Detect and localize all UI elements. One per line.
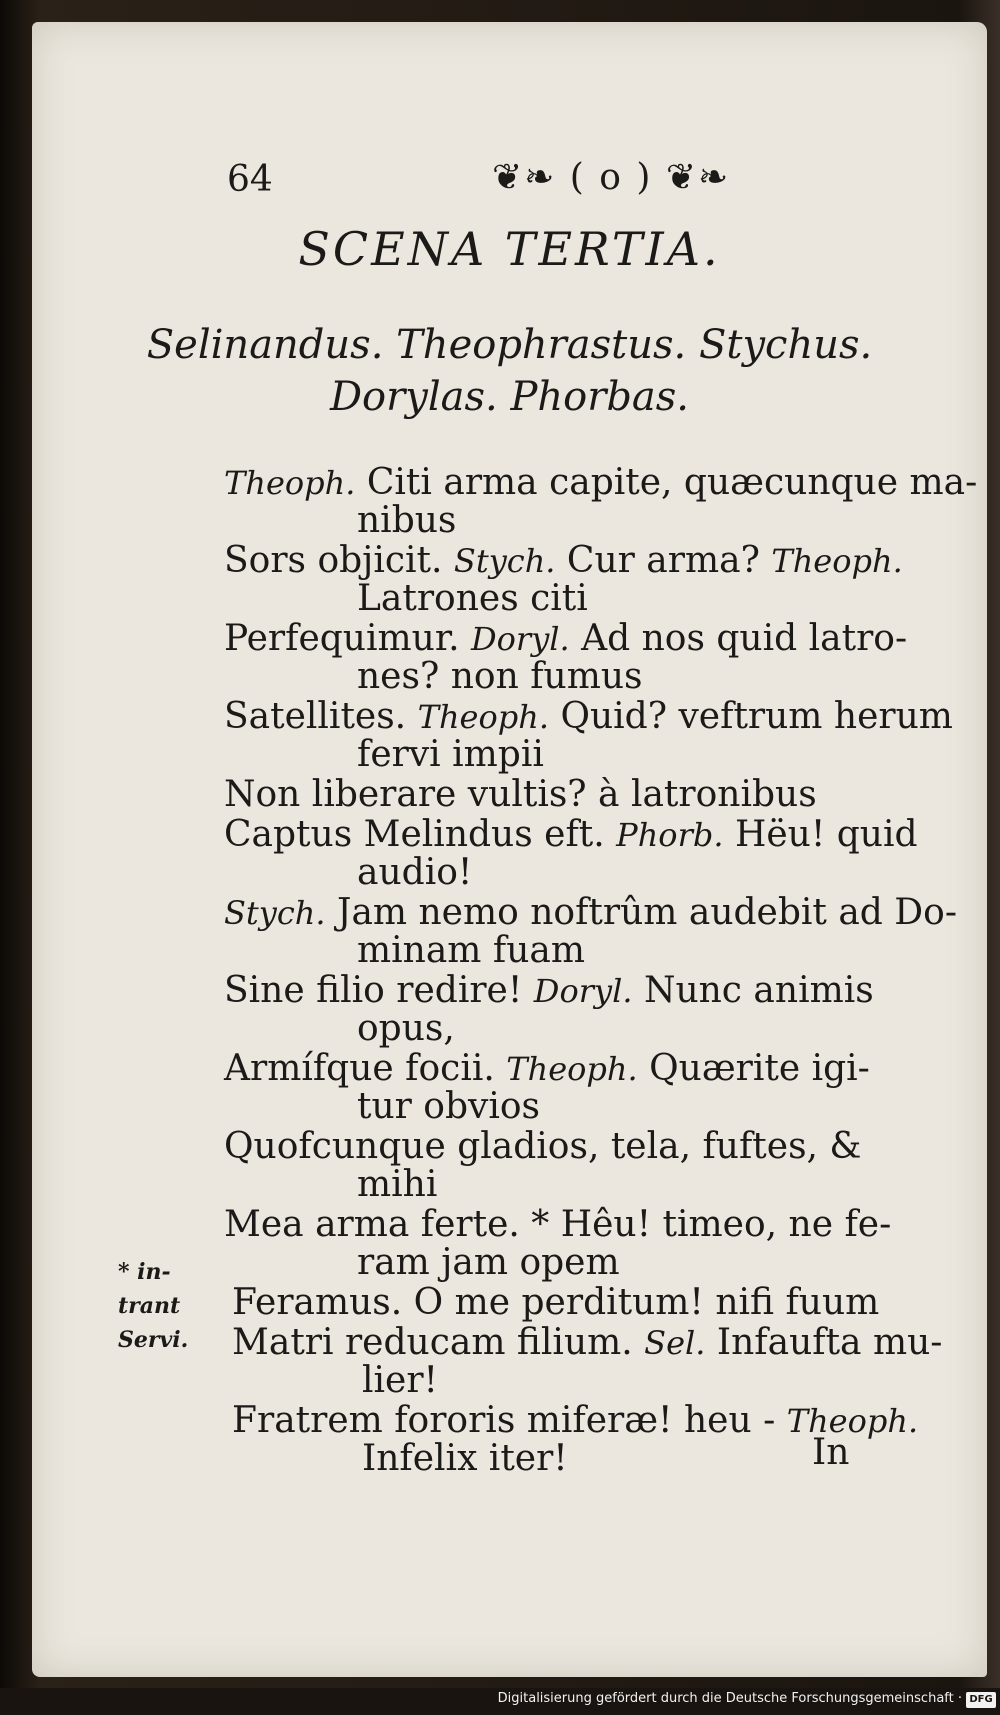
footer-credit: Digitalisierung gefördert durch die Deutsche Forschungsgemeinschaft · [497, 1691, 962, 1706]
verse-line: nibus [357, 500, 457, 541]
scene-title: SCENA TERTIA. [298, 222, 721, 276]
dfg-logo: DFG [966, 1692, 996, 1708]
speaker-name: Theoph. [417, 698, 550, 736]
verse-line: Mea arma ferte. * Hêu! timeo, ne fe- [224, 1204, 892, 1245]
verse-line: Fratrem fororis miferæ! heu - Theoph. [232, 1400, 919, 1441]
footer-bar [0, 1688, 1000, 1715]
page-number: 64 [227, 159, 273, 200]
verse-line: Feramus. O me perditum! nifi fuum [232, 1282, 880, 1323]
page-header [32, 147, 987, 207]
verse-line: lier! [362, 1360, 439, 1401]
verse-line: Theoph. Citi arma capite, quæcunque ma- [224, 462, 978, 503]
verse-line: tur obvios [357, 1086, 541, 1127]
verse-line: ram jam opem [357, 1242, 620, 1283]
verse-line: Latrones citi [357, 578, 588, 619]
speaker-name: Sel. [644, 1324, 706, 1362]
verse-line: minam fuam [357, 930, 585, 971]
header-ornament: ❦❧ ( o ) ❦❧ [492, 157, 731, 198]
verse-line: Sine filio redire! Doryl. Nunc animis [224, 970, 874, 1011]
speaker-name: Stych. [224, 894, 326, 932]
verse-line: opus, [357, 1008, 455, 1049]
speaker-name: Phorb. [616, 816, 724, 854]
speaker-name: Doryl. [533, 972, 633, 1010]
verse-line: mihi [357, 1164, 438, 1205]
book-page [32, 22, 987, 1677]
catchword: In [812, 1432, 850, 1473]
persons-line-2: Dorylas. Phorbas. [329, 374, 690, 420]
speaker-name: Stych. [453, 542, 556, 580]
verse-line: fervi impii [357, 734, 544, 775]
verse-line: Matri reducam filium. Sel. Infaufta mu- [232, 1322, 943, 1363]
speaker-name: Theoph. [771, 542, 903, 580]
margin-note: * in- trant Servi. [118, 1259, 189, 1353]
verse-line: Armífque focii. Theoph. Quærite igi- [224, 1048, 870, 1089]
verse-line: nes? non fumus [357, 656, 643, 697]
verse-line: Perfequimur. Doryl. Ad nos quid latro- [224, 618, 908, 659]
speaker-name: Theoph. [506, 1050, 638, 1088]
persons-line-1: Selinandus. Theophrastus. Stychus. [146, 322, 873, 368]
verse-line: Satellites. Theoph. Quid? veftrum herum [224, 696, 953, 737]
verse-line: Sors objicit. Stych. Cur arma? Theoph. [224, 540, 903, 581]
speaker-name: Theoph. [786, 1402, 919, 1440]
verse-line: Captus Melindus eft. Phorb. Hëu! quid [224, 814, 918, 855]
verse-line: audio! [357, 852, 473, 893]
speaker-name: Theoph. [224, 464, 356, 502]
verse-line: Infelix iter! [362, 1438, 568, 1479]
verse-line: Non liberare vultis? à latronibus [224, 774, 817, 815]
verse-line: Stych. Jam nemo noftrûm audebit ad Do- [224, 892, 957, 933]
speaker-name: Doryl. [470, 620, 570, 658]
verse-line: Quofcunque gladios, tela, fuftes, & [224, 1126, 862, 1167]
